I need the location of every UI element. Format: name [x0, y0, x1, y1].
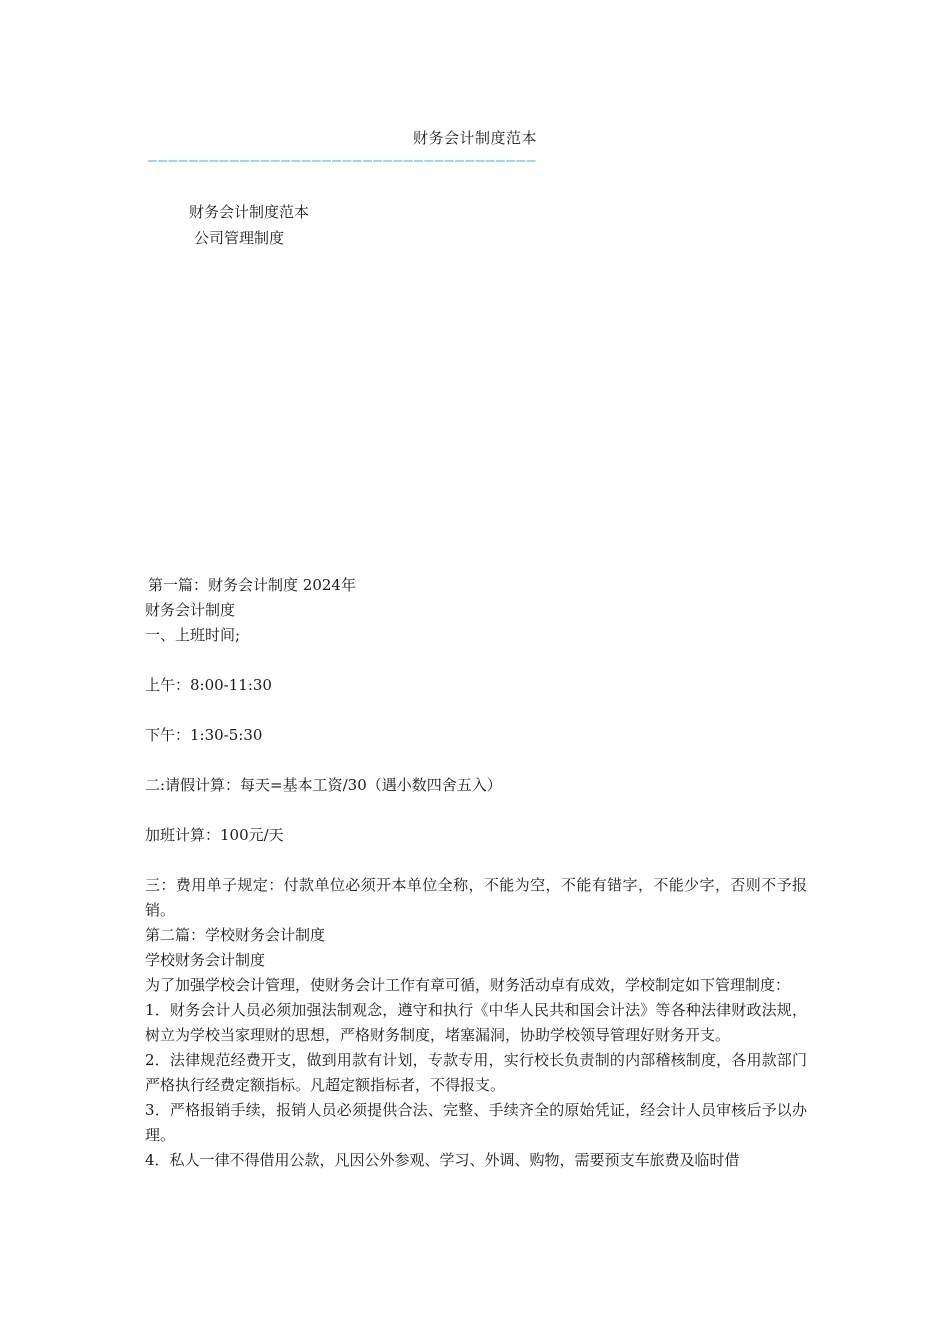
- rule-item-3: 3．严格报销手续，报销人员必须提供合法、完整、手续齐全的原始凭证，经会计人员审核后予以办理。: [145, 1101, 807, 1144]
- part1-title: 财务会计制度: [145, 601, 236, 619]
- leave-calculation: 二:请假计算：每天=基本工资/30（遇小数四舍五入）: [145, 776, 502, 794]
- spacer: [145, 798, 807, 823]
- spacer: [145, 848, 807, 873]
- morning-hours: 上午：8:00-11:30: [145, 676, 272, 694]
- running-header-title: 财务会计制度范本: [412, 129, 537, 147]
- spacer: [145, 748, 807, 773]
- section1-heading: 一、上班时间;: [145, 626, 241, 644]
- cover-subtitle: 公司管理制度: [194, 229, 285, 247]
- part1-heading: 第一篇：财务会计制度 2024年: [148, 576, 356, 594]
- spacer: [145, 698, 807, 723]
- part2-title: 学校财务会计制度: [145, 951, 266, 969]
- spacer: [145, 648, 807, 673]
- rule-item-2: 2．法律规范经费开支，做到用款有计划，专款专用，实行校长负责制的内部稽核制度，各用款部门严格执行经费定额指标。凡超定额指标者，不得报支。: [145, 1051, 807, 1094]
- part2-heading: 第二篇：学校财务会计制度: [145, 926, 326, 944]
- header-dashed-rule: ——————————————————————————————————————: [148, 152, 537, 168]
- cover-title: 财务会计制度范本: [189, 203, 310, 221]
- afternoon-hours: 下午：1:30-5:30: [145, 726, 263, 744]
- intro-paragraph: 为了加强学校会计管理，使财务会计工作有章可循，财务活动卓有成效，学校制定如下管理制度：: [145, 976, 791, 994]
- overtime-calculation: 加班计算：100元/天: [145, 826, 284, 844]
- document-body: [145, 573, 807, 1173]
- rule-item-1: 1．财务会计人员必须加强法制观念，遵守和执行《中华人民共和国会计法》等各种法律财政法规，树立为学校当家理财的思想，严格财务制度，堵塞漏洞，协助学校领导管理好财务开支。: [145, 1001, 807, 1044]
- expense-rule: 三：费用单子规定：付款单位必须开本单位全称，不能为空，不能有错字，不能少字，否则不予报销。: [145, 876, 807, 919]
- rule-item-4: 4．私人一律不得借用公款，凡因公外参观、学习、外调、购物，需要预支车旅费及临时借: [145, 1151, 740, 1169]
